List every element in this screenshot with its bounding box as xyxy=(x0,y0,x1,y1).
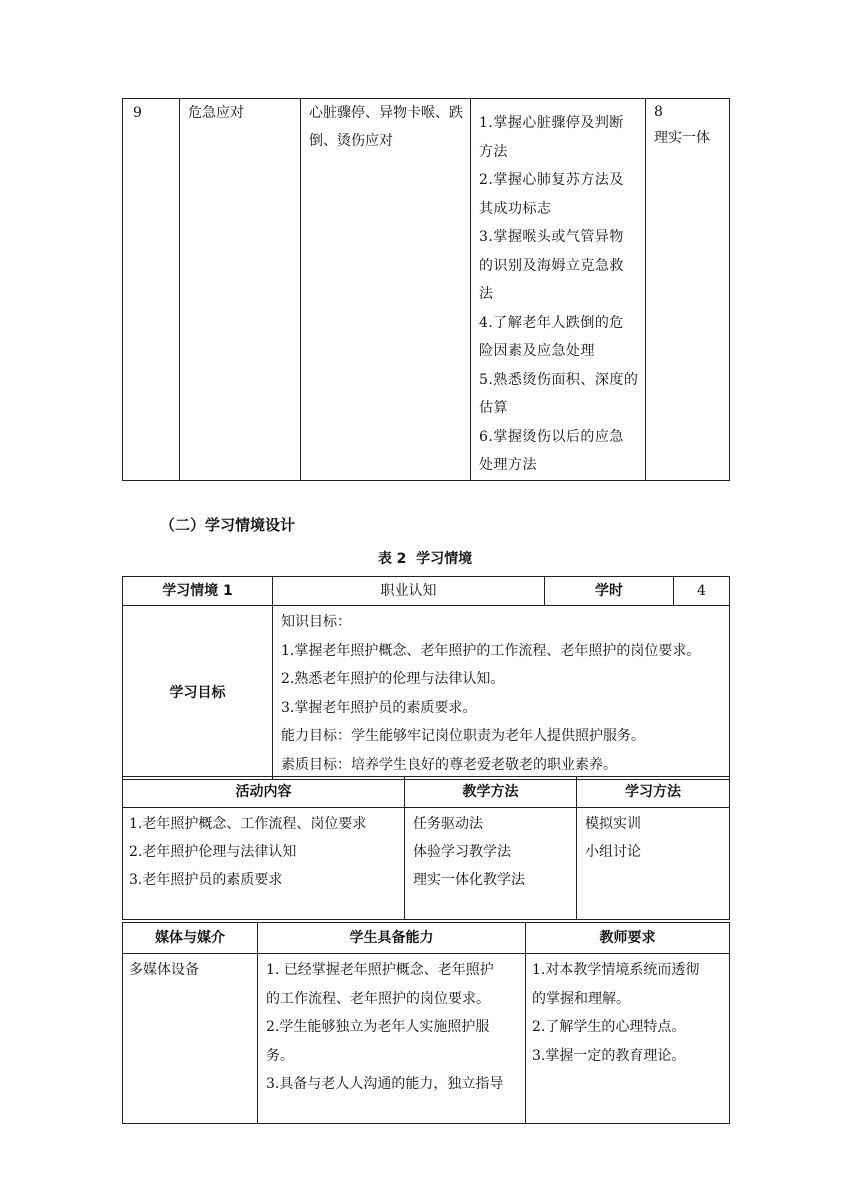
row-number: 9 xyxy=(133,105,142,121)
teaching-method-line: 理实一体化教学法 xyxy=(413,872,525,888)
objective-line: 1.掌握老年照护概念、老年照护的工作流程、老年照护的岗位要求。 xyxy=(281,642,701,659)
situation-table-resources xyxy=(122,922,730,1124)
objectives-content xyxy=(273,606,730,780)
teacher-line: 1.对本教学情境系统而透彻 xyxy=(532,962,700,978)
objective-line: 方法 xyxy=(479,143,508,160)
teacher-line: 2.了解学生的心理特点。 xyxy=(532,1019,686,1035)
ability-line: 务。 xyxy=(266,1047,294,1064)
ability-line: 2.学生能够独立为老年人实施照护服 xyxy=(266,1019,490,1035)
activity-line: 1.老年照护概念、工作流程、岗位要求 xyxy=(129,816,367,832)
table-caption: 表 2 学习情境 xyxy=(377,551,473,567)
situation-label: 学习情境 1 xyxy=(123,577,273,606)
situation-name: 职业认知 xyxy=(273,577,545,606)
objectives-label: 学习目标 xyxy=(123,606,273,780)
situation-table-top xyxy=(122,576,730,780)
media-header: 媒体与媒介 xyxy=(123,923,258,954)
topic-cell xyxy=(180,99,301,481)
content-line: 心脏骤停、异物卡喉、跌 xyxy=(309,105,463,121)
objectives-cell xyxy=(471,99,646,481)
objective-line: 的识别及海姆立克急救 xyxy=(479,257,624,274)
learning-method-line: 小组讨论 xyxy=(585,844,641,860)
activity-content xyxy=(123,808,405,920)
objective-line: 2.掌握心肺复苏方法及 xyxy=(479,172,624,188)
activity-line: 3.老年照护员的素质要求 xyxy=(129,872,283,888)
content-line: 倒、烫伤应对 xyxy=(309,133,393,149)
objective-line: 处理方法 xyxy=(479,457,537,473)
teacher-header: 教师要求 xyxy=(526,923,730,954)
activity-header: 活动内容 xyxy=(123,777,405,808)
objective-line: 估算 xyxy=(479,400,508,416)
topic-text: 危急应对 xyxy=(188,105,244,121)
row-number-cell xyxy=(123,99,180,481)
objective-line: 能力目标：学生能够牢记岗位职责为老年人提供照护服务。 xyxy=(281,728,645,744)
objective-line: 险因素及应急处理 xyxy=(479,343,595,359)
media-content xyxy=(123,954,258,1124)
learning-method-header: 学习方法 xyxy=(577,777,730,808)
objective-line: 素质目标：培养学生良好的尊老爱老敬老的职业素养。 xyxy=(281,756,617,773)
ability-header: 学生具备能力 xyxy=(258,923,526,954)
objective-line: 法 xyxy=(479,286,494,302)
teacher-line: 3.掌握一定的教育理论。 xyxy=(532,1047,686,1064)
situation-table-methods xyxy=(122,776,730,920)
objective-line: 3.掌握老年照护员的素质要求。 xyxy=(281,699,477,716)
learning-method-line: 模拟实训 xyxy=(585,816,641,832)
objective-line: 2.熟悉老年照护的伦理与法律认知。 xyxy=(281,671,505,687)
teaching-method-header: 教学方法 xyxy=(405,777,577,808)
hours-label: 学时 xyxy=(545,577,674,606)
hours-method-cell xyxy=(646,99,730,481)
section-heading: （二）学习情境设计 xyxy=(160,516,296,534)
hours-value: 8 xyxy=(654,104,663,120)
media-line: 多媒体设备 xyxy=(129,962,199,978)
objective-line: 6.掌握烫伤以后的应急 xyxy=(479,428,624,445)
hours-value: 4 xyxy=(674,577,730,606)
objective-line: 1.掌握心脏骤停及判断 xyxy=(479,115,624,131)
ability-line: 3.具备与老人人沟通的能力，独立指导 xyxy=(266,1076,504,1092)
objective-line: 5.熟悉烫伤面积、深度的 xyxy=(479,371,639,388)
teacher-line: 的掌握和理解。 xyxy=(532,990,630,1007)
content-cell xyxy=(301,99,471,481)
method-value: 理实一体 xyxy=(654,130,710,146)
objective-line: 3.掌握喉头或气管异物 xyxy=(479,229,624,245)
ability-line: 1. 已经掌握老年照护概念、老年照护 xyxy=(266,962,494,978)
activity-line: 2.老年照护伦理与法律认知 xyxy=(129,844,297,860)
objective-line: 4.了解老年人跌倒的危 xyxy=(479,314,624,331)
teaching-method-content xyxy=(405,808,577,920)
ability-line: 的工作流程、老年照护的岗位要求。 xyxy=(266,990,490,1007)
objective-line: 知识目标： xyxy=(281,614,351,630)
course-content-table xyxy=(122,98,730,481)
objective-line: 其成功标志 xyxy=(479,200,552,217)
teaching-method-line: 体验学习教学法 xyxy=(413,844,511,860)
teacher-content xyxy=(526,954,730,1124)
ability-content xyxy=(258,954,526,1124)
learning-method-content xyxy=(577,808,730,920)
teaching-method-line: 任务驱动法 xyxy=(413,816,483,832)
